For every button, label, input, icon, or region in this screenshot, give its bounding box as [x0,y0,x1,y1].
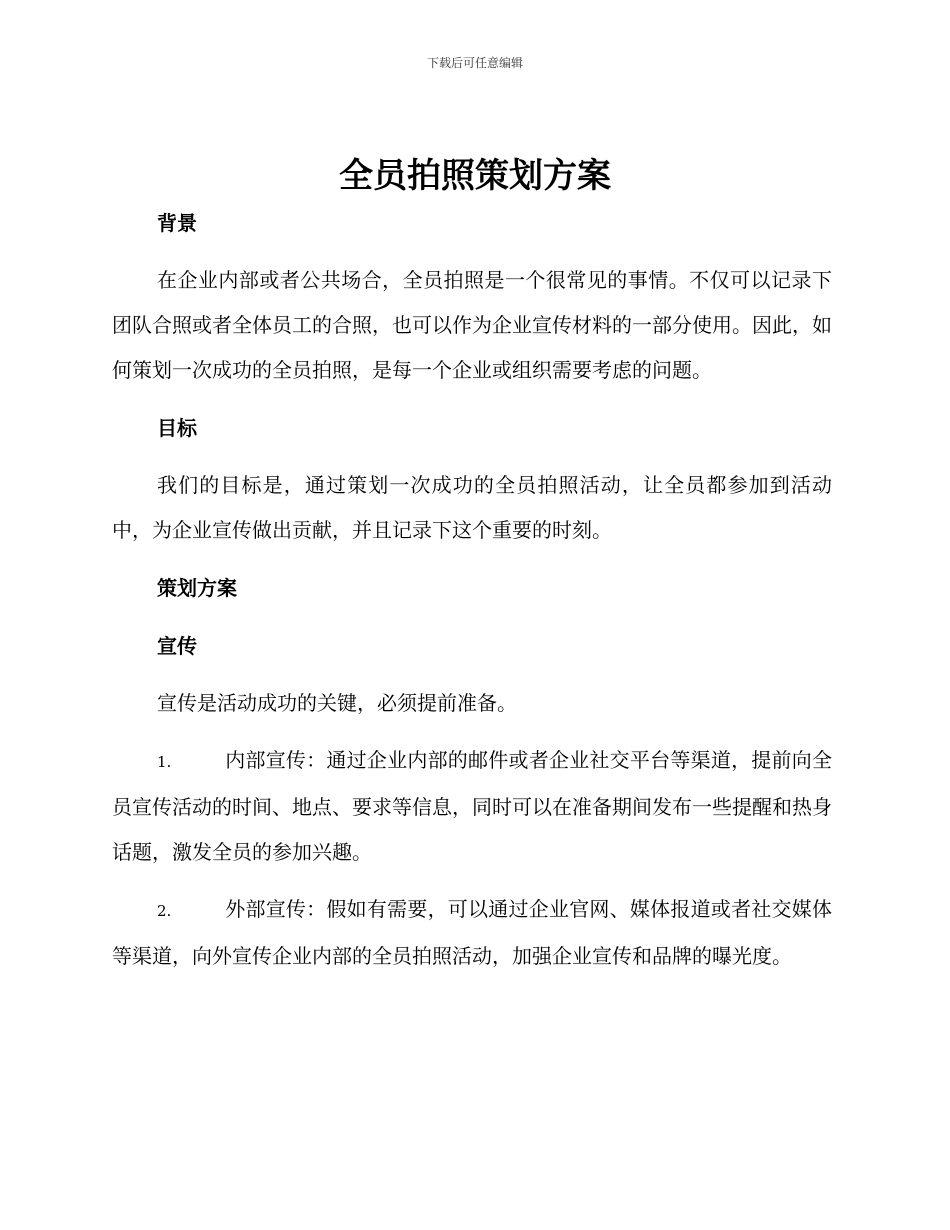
section-heading-goal: 目标 [157,416,197,440]
background-paragraph: 在企业内部或者公共场合，全员拍照是一个很常见的事情。不仅可以记录下团队合照或者全体员工的合照，也可以作为企业宣传材料的一部分使用。因此，如何策划一次成功的全员拍照，是每一个企业或组织需要考虑的问题。 [112,268,832,382]
list-item [112,887,832,979]
promotion-intro: 宣传是活动成功的关键，必须提前准备。 [157,691,517,715]
goal-paragraph: 我们的目标是，通过策划一次成功的全员拍照活动，让全员都参加到活动中，为企业宣传做出贡献，并且记录下这个重要的时刻。 [112,473,832,542]
list-item-number: 1. [157,753,172,771]
list-item-number: 2. [157,902,172,920]
list-item-text: 外部宣传：假如有需要，可以通过企业官网、媒体报道或者社交媒体等渠道，向外宣传企业内部的全员拍照活动，加强企业宣传和品牌的曝光度。 [112,897,832,968]
list-item [112,738,832,875]
section-heading-background: 背景 [157,211,197,235]
section-heading-promotion: 宣传 [157,634,197,658]
document-title: 全员拍照策划方案 [339,156,611,196]
document-body [112,200,832,979]
list-item-text: 内部宣传：通过企业内部的邮件或者企业社交平台等渠道，提前向全员宣传活动的时间、地点、要求等信息，同时可以在准备期间发布一些提醒和热身话题，激发全员的参加兴趣。 [112,748,832,864]
page-header-note: 下载后可任意编辑 [426,56,523,70]
section-heading-plan: 策划方案 [157,576,237,600]
